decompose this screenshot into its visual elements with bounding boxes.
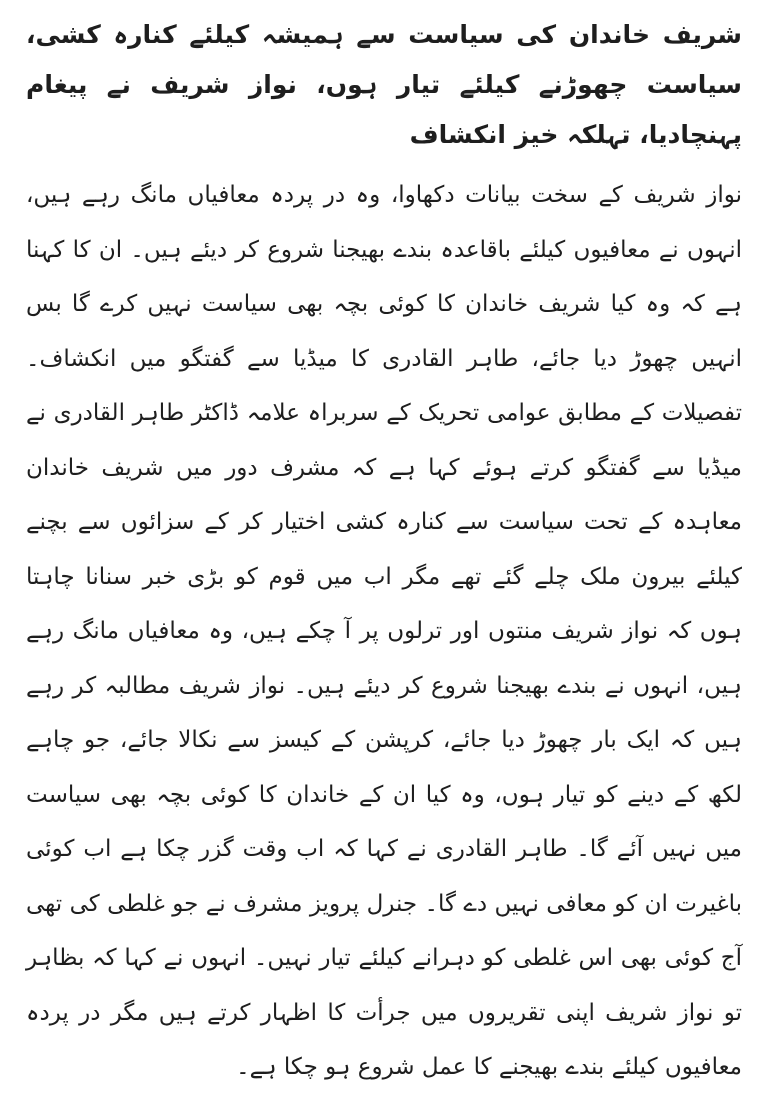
article-headline: شریف خاندان کی سیاست سے ہمیشہ کیلئے کنارہ کشی، سیاست چھوڑنے کیلئے تیار ہوں، نواز شریف نے پیغام پہنچادیا، تہلکہ خیز انکشاف bbox=[26, 20, 742, 149]
article-body: نواز شریف کے سخت بیانات دکھاوا، وہ در پردہ معافیاں مانگ رہے ہیں، انہوں نے معافیوں کیلئے باقاعدہ بندے بھیجنا شروع کر دیئے ہیں۔ ان کا کہنا ہے کہ وہ کیا شریف خاندان کا کوئی بچہ بھی سیاست نہیں کرے گا بس انہیں چھوڑ دیا جائے، طاہر القادری کا میڈیا سے گفتگو میں انکشاف۔ تفصیلات کے مطابق عوامی تحریک کے سربراہ علامہ ڈاکٹر طاہر القادری نے میڈیا سے گفتگو کرتے ہوئے کہا ہے کہ مشرف دور میں شریف خاندان معاہدہ کے تحت سیاست سے کنارہ کشی اختیار کر کے سزائوں سے بچنے کیلئے بیرون ملک چلے گئے تھے مگر اب میں قوم کو بڑی خبر سنانا چاہتا ہوں کہ نواز شریف منتوں اور ترلوں پر آ چکے ہیں، وہ معافیاں مانگ رہے ہیں، انہوں نے بندے بھیجنا شروع کر دیئے ہیں۔ نواز شریف مطالبہ کر رہے ہیں کہ ایک بار چھوڑ دیا جائے، کرپشن کے کیسز سے نکالا جائے، جو چاہے لکھ کے دینے کو تیار ہوں، وہ کیا ان کے خاندان کا کوئی بچہ بھی سیاست میں نہیں آئے گا۔ طاہر القادری نے کہا کہ اب وقت گزر چکا ہے اب کوئی باغیرت ان کو معافی نہیں دے گا۔ جنرل پرویز مشرف نے جو غلطی کی تھی آج کوئی بھی اس غلطی کو دہرانے کیلئے تیار نہیں۔ انہوں نے کہا کہ بظاہر تو نواز شریف اپنی تقریروں میں جرأت کا اظہار کرتے ہیں مگر در پردہ معافیوں کیلئے بندے بھیجنے کا عمل شروع ہو چکا ہے۔ bbox=[26, 182, 742, 1080]
